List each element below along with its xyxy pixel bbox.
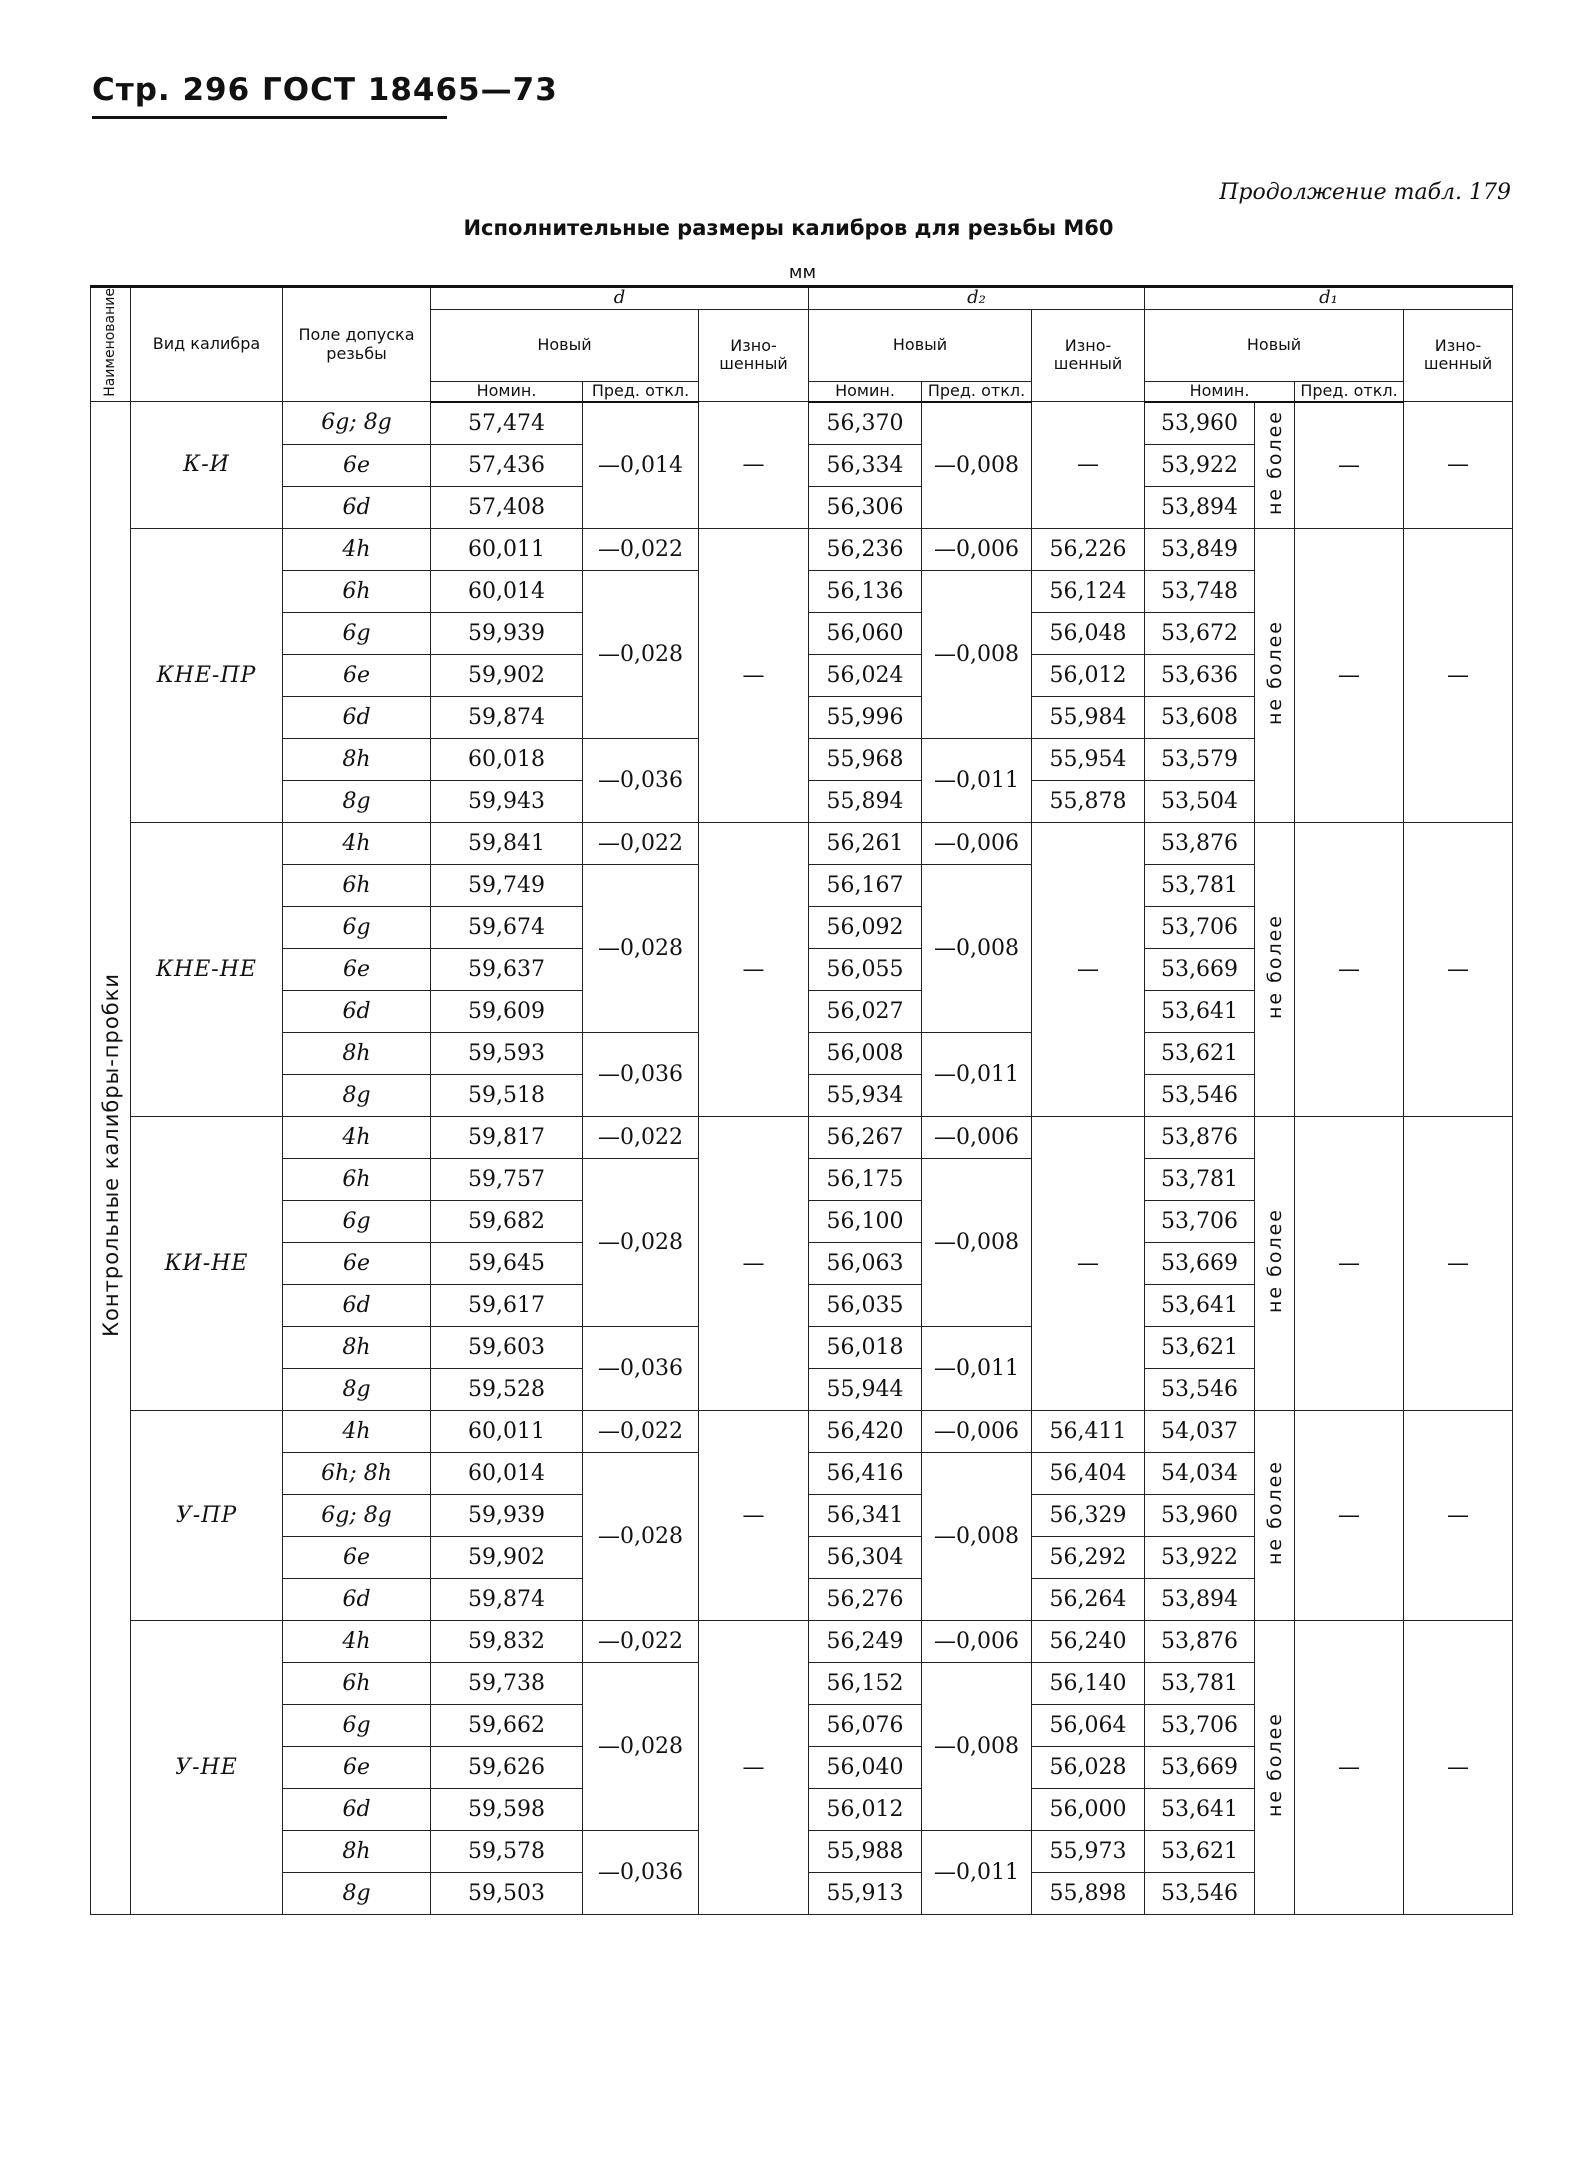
d2-nominal: 56,249 bbox=[809, 1620, 922, 1662]
d2-worn: 55,878 bbox=[1032, 780, 1145, 822]
d-nominal: 59,637 bbox=[431, 948, 583, 990]
d2-nominal: 56,334 bbox=[809, 444, 922, 486]
d-worn: — bbox=[699, 1116, 809, 1410]
d1-nominal: 53,876 bbox=[1145, 1620, 1255, 1662]
d-tolerance: —0,014 bbox=[583, 402, 699, 529]
d-tolerance: —0,028 bbox=[583, 1158, 699, 1326]
d-nominal: 59,757 bbox=[431, 1158, 583, 1200]
tolerance-field: 4h bbox=[283, 1410, 431, 1452]
d2-nominal: 56,420 bbox=[809, 1410, 922, 1452]
d1-worn: — bbox=[1404, 822, 1513, 1116]
d2-worn: 56,012 bbox=[1032, 654, 1145, 696]
d1-worn: — bbox=[1404, 528, 1513, 822]
d1-nominal: 53,876 bbox=[1145, 822, 1255, 864]
d-nominal: 59,841 bbox=[431, 822, 583, 864]
table-row bbox=[91, 1116, 1513, 1158]
d-worn: — bbox=[699, 1410, 809, 1620]
d-nominal: 59,682 bbox=[431, 1200, 583, 1242]
d1-tolerance: — bbox=[1295, 1116, 1404, 1410]
d2-worn: — bbox=[1032, 822, 1145, 1116]
d2-nominal-header: Номин. bbox=[809, 382, 922, 402]
tolerance-field: 6d bbox=[283, 696, 431, 738]
d2-worn: — bbox=[1032, 1116, 1145, 1410]
d-worn-header: Изно-шенный bbox=[699, 309, 809, 402]
d1-limit-note bbox=[1255, 822, 1295, 1116]
d-nominal: 59,598 bbox=[431, 1788, 583, 1830]
header-rule bbox=[92, 116, 447, 119]
d2-worn: 55,984 bbox=[1032, 696, 1145, 738]
d2-nominal: 56,236 bbox=[809, 528, 922, 570]
d-nominal: 59,749 bbox=[431, 864, 583, 906]
d1-nominal-header: Номин. bbox=[1145, 382, 1295, 402]
d2-nominal: 56,092 bbox=[809, 906, 922, 948]
d1-nominal: 53,960 bbox=[1145, 402, 1255, 445]
d1-nominal: 54,034 bbox=[1145, 1452, 1255, 1494]
d2-tolerance: —0,011 bbox=[922, 738, 1032, 822]
d-tolerance: —0,036 bbox=[583, 1032, 699, 1116]
d-nominal: 59,943 bbox=[431, 780, 583, 822]
tolerance-field: 6e bbox=[283, 1536, 431, 1578]
d2-nominal: 56,306 bbox=[809, 486, 922, 528]
tolerance-field: 6g bbox=[283, 612, 431, 654]
tolerance-field: 6e bbox=[283, 948, 431, 990]
note-text: не более bbox=[1263, 1459, 1286, 1565]
d2-nominal: 56,008 bbox=[809, 1032, 922, 1074]
d-nominal: 60,018 bbox=[431, 738, 583, 780]
table-title: Исполнительные размеры калибров для резьбы М60 bbox=[463, 216, 1114, 240]
d-nominal: 59,609 bbox=[431, 990, 583, 1032]
note-text: не более bbox=[1263, 1711, 1286, 1817]
d2-worn: 55,898 bbox=[1032, 1872, 1145, 1914]
d2-nominal: 56,341 bbox=[809, 1494, 922, 1536]
d2-tolerance: —0,006 bbox=[922, 1620, 1032, 1662]
d1-tolerance: — bbox=[1295, 402, 1404, 529]
table-header bbox=[91, 287, 1513, 402]
d1-nominal: 53,894 bbox=[1145, 486, 1255, 528]
d2-tolerance: —0,011 bbox=[922, 1032, 1032, 1116]
group-label bbox=[91, 402, 131, 1915]
d1-nominal: 53,781 bbox=[1145, 1662, 1255, 1704]
tolerance-field: 8g bbox=[283, 1368, 431, 1410]
d2-worn: 56,048 bbox=[1032, 612, 1145, 654]
col-name-header: Наименование bbox=[91, 287, 131, 402]
d2-worn-header: Изно-шенный bbox=[1032, 309, 1145, 402]
d-tolerance: —0,036 bbox=[583, 738, 699, 822]
tolerance-field: 8h bbox=[283, 738, 431, 780]
d-tolerance: —0,028 bbox=[583, 1662, 699, 1830]
d1-new-header: Новый bbox=[1145, 309, 1404, 382]
d2-tolerance: —0,006 bbox=[922, 822, 1032, 864]
tolerance-field: 6h; 8h bbox=[283, 1452, 431, 1494]
d-nominal: 59,902 bbox=[431, 1536, 583, 1578]
d-nominal: 59,662 bbox=[431, 1704, 583, 1746]
d1-nominal: 53,641 bbox=[1145, 1284, 1255, 1326]
d-nominal: 60,011 bbox=[431, 528, 583, 570]
d2-nominal: 56,035 bbox=[809, 1284, 922, 1326]
gauge-type: КИ-НЕ bbox=[131, 1116, 283, 1410]
d-tolerance: —0,022 bbox=[583, 822, 699, 864]
d1-nominal: 53,621 bbox=[1145, 1032, 1255, 1074]
d2-nominal: 56,018 bbox=[809, 1326, 922, 1368]
tolerance-field: 4h bbox=[283, 1116, 431, 1158]
d-nominal: 59,593 bbox=[431, 1032, 583, 1074]
d-nominal: 57,436 bbox=[431, 444, 583, 486]
d1-nominal: 53,706 bbox=[1145, 1704, 1255, 1746]
d2-worn: 56,226 bbox=[1032, 528, 1145, 570]
d2-worn: 56,240 bbox=[1032, 1620, 1145, 1662]
group-label-text: Контрольные калибры-пробки bbox=[98, 973, 123, 1337]
d1-worn: — bbox=[1404, 1116, 1513, 1410]
d-nominal: 59,645 bbox=[431, 1242, 583, 1284]
d2-nominal: 56,060 bbox=[809, 612, 922, 654]
tolerance-field: 6g bbox=[283, 1704, 431, 1746]
d2-nominal: 56,076 bbox=[809, 1704, 922, 1746]
d2-nominal: 56,167 bbox=[809, 864, 922, 906]
d-nominal: 59,528 bbox=[431, 1368, 583, 1410]
tolerance-field: 4h bbox=[283, 1620, 431, 1662]
tolerance-field: 6d bbox=[283, 990, 431, 1032]
d-nominal: 59,503 bbox=[431, 1872, 583, 1914]
d2-nominal: 55,968 bbox=[809, 738, 922, 780]
d1-nominal: 53,546 bbox=[1145, 1368, 1255, 1410]
table-row bbox=[91, 1410, 1513, 1452]
d-tolerance: —0,028 bbox=[583, 570, 699, 738]
d-nominal: 57,474 bbox=[431, 402, 583, 445]
d1-nominal: 53,636 bbox=[1145, 654, 1255, 696]
d1-tolerance: — bbox=[1295, 822, 1404, 1116]
note-text: не более bbox=[1263, 913, 1286, 1019]
d2-nominal: 56,152 bbox=[809, 1662, 922, 1704]
tolerance-field: 6h bbox=[283, 570, 431, 612]
d1-nominal: 53,894 bbox=[1145, 1578, 1255, 1620]
page-header: Стр. 296 ГОСТ 18465—73 bbox=[92, 72, 558, 108]
d1-nominal: 53,579 bbox=[1145, 738, 1255, 780]
d1-nominal: 53,876 bbox=[1145, 1116, 1255, 1158]
d-nominal-header: Номин. bbox=[431, 382, 583, 402]
d2-worn: 56,028 bbox=[1032, 1746, 1145, 1788]
d2-nominal: 55,913 bbox=[809, 1872, 922, 1914]
tolerance-field: 6d bbox=[283, 1284, 431, 1326]
dimensions-table bbox=[90, 285, 1513, 1915]
tolerance-field: 6e bbox=[283, 444, 431, 486]
tolerance-field: 6g bbox=[283, 1200, 431, 1242]
d-tolerance: —0,022 bbox=[583, 1410, 699, 1452]
table-row bbox=[91, 402, 1513, 445]
tolerance-field: 8h bbox=[283, 1830, 431, 1872]
d2-nominal: 56,276 bbox=[809, 1578, 922, 1620]
d2-nominal: 56,027 bbox=[809, 990, 922, 1032]
d1-limit-note bbox=[1255, 1410, 1295, 1620]
tolerance-field: 6d bbox=[283, 1578, 431, 1620]
d2-nominal: 55,996 bbox=[809, 696, 922, 738]
d-nominal: 60,011 bbox=[431, 1410, 583, 1452]
d1-nominal: 53,546 bbox=[1145, 1074, 1255, 1116]
d-worn: — bbox=[699, 402, 809, 529]
d1-nominal: 53,669 bbox=[1145, 948, 1255, 990]
table-body bbox=[91, 402, 1513, 1915]
d2-tolerance: —0,008 bbox=[922, 1662, 1032, 1830]
d2-nominal: 56,040 bbox=[809, 1746, 922, 1788]
d-tolerance: —0,022 bbox=[583, 1620, 699, 1662]
d-nominal: 59,578 bbox=[431, 1830, 583, 1872]
d-worn: — bbox=[699, 528, 809, 822]
d1-limit-note bbox=[1255, 528, 1295, 822]
d-nominal: 59,874 bbox=[431, 1578, 583, 1620]
d2-nominal: 56,063 bbox=[809, 1242, 922, 1284]
col-field-header: Поле допуска резьбы bbox=[283, 287, 431, 402]
d2-worn: — bbox=[1032, 402, 1145, 529]
gauge-type: КНЕ-ПР bbox=[131, 528, 283, 822]
tolerance-field: 4h bbox=[283, 528, 431, 570]
d1-worn: — bbox=[1404, 1620, 1513, 1914]
tolerance-field: 8g bbox=[283, 1872, 431, 1914]
tolerance-field: 6g; 8g bbox=[283, 402, 431, 445]
d1-nominal: 53,922 bbox=[1145, 444, 1255, 486]
note-text: не более bbox=[1263, 619, 1286, 725]
gauge-type: У-НЕ bbox=[131, 1620, 283, 1914]
d-pred-header: Пред. откл. bbox=[583, 382, 699, 402]
d2-nominal: 56,370 bbox=[809, 402, 922, 445]
d1-nominal: 53,706 bbox=[1145, 1200, 1255, 1242]
d2-nominal: 55,934 bbox=[809, 1074, 922, 1116]
d2-worn: 56,124 bbox=[1032, 570, 1145, 612]
tolerance-field: 6e bbox=[283, 1746, 431, 1788]
tolerance-field: 6h bbox=[283, 1158, 431, 1200]
d2-worn: 56,292 bbox=[1032, 1536, 1145, 1578]
d1-nominal: 53,504 bbox=[1145, 780, 1255, 822]
d1-nominal: 53,960 bbox=[1145, 1494, 1255, 1536]
d-nominal: 59,817 bbox=[431, 1116, 583, 1158]
d2-pred-header: Пред. откл. bbox=[922, 382, 1032, 402]
d2-nominal: 56,100 bbox=[809, 1200, 922, 1242]
d-nominal: 59,626 bbox=[431, 1746, 583, 1788]
d1-worn: — bbox=[1404, 402, 1513, 529]
col-gauge-header: Вид калибра bbox=[131, 287, 283, 402]
d2-nominal: 56,055 bbox=[809, 948, 922, 990]
tolerance-field: 8h bbox=[283, 1032, 431, 1074]
continuation-note: Продолжение табл. 179 bbox=[1219, 180, 1511, 205]
d2-tolerance: —0,008 bbox=[922, 570, 1032, 738]
d2-tolerance: —0,008 bbox=[922, 1452, 1032, 1620]
d1-pred-header: Пред. откл. bbox=[1295, 382, 1404, 402]
d2-nominal: 56,261 bbox=[809, 822, 922, 864]
tolerance-field: 8h bbox=[283, 1326, 431, 1368]
d2-worn: 56,140 bbox=[1032, 1662, 1145, 1704]
d-tolerance: —0,028 bbox=[583, 864, 699, 1032]
d2-worn: 56,404 bbox=[1032, 1452, 1145, 1494]
gauge-type: У-ПР bbox=[131, 1410, 283, 1620]
d2-worn: 56,411 bbox=[1032, 1410, 1145, 1452]
d2-nominal: 56,416 bbox=[809, 1452, 922, 1494]
d2-nominal: 56,136 bbox=[809, 570, 922, 612]
d2-tolerance: —0,008 bbox=[922, 402, 1032, 529]
d-tolerance: —0,022 bbox=[583, 1116, 699, 1158]
gauge-type: К-И bbox=[131, 402, 283, 529]
col-d2-header: d₂ bbox=[809, 287, 1145, 310]
d-nominal: 59,617 bbox=[431, 1284, 583, 1326]
note-text: не более bbox=[1263, 409, 1286, 515]
d1-nominal: 53,669 bbox=[1145, 1242, 1255, 1284]
tolerance-field: 6g bbox=[283, 906, 431, 948]
d-nominal: 59,674 bbox=[431, 906, 583, 948]
d-tolerance: —0,036 bbox=[583, 1830, 699, 1914]
d2-nominal: 56,024 bbox=[809, 654, 922, 696]
tolerance-field: 6d bbox=[283, 1788, 431, 1830]
d1-nominal: 53,748 bbox=[1145, 570, 1255, 612]
d1-nominal: 53,641 bbox=[1145, 1788, 1255, 1830]
d2-worn: 56,329 bbox=[1032, 1494, 1145, 1536]
table-row bbox=[91, 528, 1513, 570]
tolerance-field: 6h bbox=[283, 864, 431, 906]
d2-tolerance: —0,006 bbox=[922, 1410, 1032, 1452]
d-tolerance: —0,028 bbox=[583, 1452, 699, 1620]
d-nominal: 57,408 bbox=[431, 486, 583, 528]
d-nominal: 59,832 bbox=[431, 1620, 583, 1662]
d1-nominal: 53,621 bbox=[1145, 1326, 1255, 1368]
table-row bbox=[91, 1620, 1513, 1662]
d2-nominal: 56,267 bbox=[809, 1116, 922, 1158]
tolerance-field: 8g bbox=[283, 780, 431, 822]
d1-nominal: 53,922 bbox=[1145, 1536, 1255, 1578]
d2-tolerance: —0,006 bbox=[922, 528, 1032, 570]
d1-worn-header: Изно-шенный bbox=[1404, 309, 1513, 402]
d2-nominal: 56,175 bbox=[809, 1158, 922, 1200]
d1-nominal: 53,608 bbox=[1145, 696, 1255, 738]
d-new-header: Новый bbox=[431, 309, 699, 382]
d2-tolerance: —0,008 bbox=[922, 1158, 1032, 1326]
d2-worn: 55,973 bbox=[1032, 1830, 1145, 1872]
d-tolerance: —0,036 bbox=[583, 1326, 699, 1410]
d2-tolerance: —0,006 bbox=[922, 1116, 1032, 1158]
d2-worn: 56,264 bbox=[1032, 1578, 1145, 1620]
d1-nominal: 53,669 bbox=[1145, 1746, 1255, 1788]
d1-tolerance: — bbox=[1295, 1620, 1404, 1914]
d-nominal: 60,014 bbox=[431, 570, 583, 612]
d2-nominal: 56,304 bbox=[809, 1536, 922, 1578]
d1-nominal: 53,641 bbox=[1145, 990, 1255, 1032]
d-nominal: 59,874 bbox=[431, 696, 583, 738]
d2-worn: 56,064 bbox=[1032, 1704, 1145, 1746]
d2-nominal: 56,012 bbox=[809, 1788, 922, 1830]
d2-tolerance: —0,011 bbox=[922, 1830, 1032, 1914]
d2-tolerance: —0,008 bbox=[922, 864, 1032, 1032]
tolerance-field: 6g; 8g bbox=[283, 1494, 431, 1536]
table-row bbox=[91, 822, 1513, 864]
d2-worn: 56,000 bbox=[1032, 1788, 1145, 1830]
d-worn: — bbox=[699, 822, 809, 1116]
d-nominal: 59,939 bbox=[431, 1494, 583, 1536]
d-nominal: 60,014 bbox=[431, 1452, 583, 1494]
d1-nominal: 54,037 bbox=[1145, 1410, 1255, 1452]
d-nominal: 59,902 bbox=[431, 654, 583, 696]
d-nominal: 59,939 bbox=[431, 612, 583, 654]
units-label: мм bbox=[788, 262, 817, 283]
tolerance-field: 6d bbox=[283, 486, 431, 528]
d-tolerance: —0,022 bbox=[583, 528, 699, 570]
tolerance-field: 6h bbox=[283, 1662, 431, 1704]
d2-worn: 55,954 bbox=[1032, 738, 1145, 780]
d2-new-header: Новый bbox=[809, 309, 1032, 382]
d1-nominal: 53,849 bbox=[1145, 528, 1255, 570]
tolerance-field: 6e bbox=[283, 1242, 431, 1284]
d2-nominal: 55,988 bbox=[809, 1830, 922, 1872]
d1-tolerance: — bbox=[1295, 528, 1404, 822]
d-worn: — bbox=[699, 1620, 809, 1914]
d1-limit-note bbox=[1255, 402, 1295, 529]
d1-worn: — bbox=[1404, 1410, 1513, 1620]
d2-tolerance: —0,011 bbox=[922, 1326, 1032, 1410]
note-text: не более bbox=[1263, 1207, 1286, 1313]
d1-tolerance: — bbox=[1295, 1410, 1404, 1620]
d1-limit-note bbox=[1255, 1116, 1295, 1410]
tolerance-field: 6e bbox=[283, 654, 431, 696]
d-nominal: 59,518 bbox=[431, 1074, 583, 1116]
gauge-type: КНЕ-НЕ bbox=[131, 822, 283, 1116]
d-nominal: 59,738 bbox=[431, 1662, 583, 1704]
tolerance-field: 4h bbox=[283, 822, 431, 864]
d1-nominal: 53,781 bbox=[1145, 864, 1255, 906]
d-nominal: 59,603 bbox=[431, 1326, 583, 1368]
col-d-header: d bbox=[431, 287, 809, 310]
d1-nominal: 53,672 bbox=[1145, 612, 1255, 654]
d1-limit-note bbox=[1255, 1620, 1295, 1914]
d1-nominal: 53,621 bbox=[1145, 1830, 1255, 1872]
d1-nominal: 53,781 bbox=[1145, 1158, 1255, 1200]
d2-nominal: 55,894 bbox=[809, 780, 922, 822]
d1-nominal: 53,546 bbox=[1145, 1872, 1255, 1914]
d1-nominal: 53,706 bbox=[1145, 906, 1255, 948]
tolerance-field: 8g bbox=[283, 1074, 431, 1116]
col-d1-header: d₁ bbox=[1145, 287, 1513, 310]
d2-nominal: 55,944 bbox=[809, 1368, 922, 1410]
